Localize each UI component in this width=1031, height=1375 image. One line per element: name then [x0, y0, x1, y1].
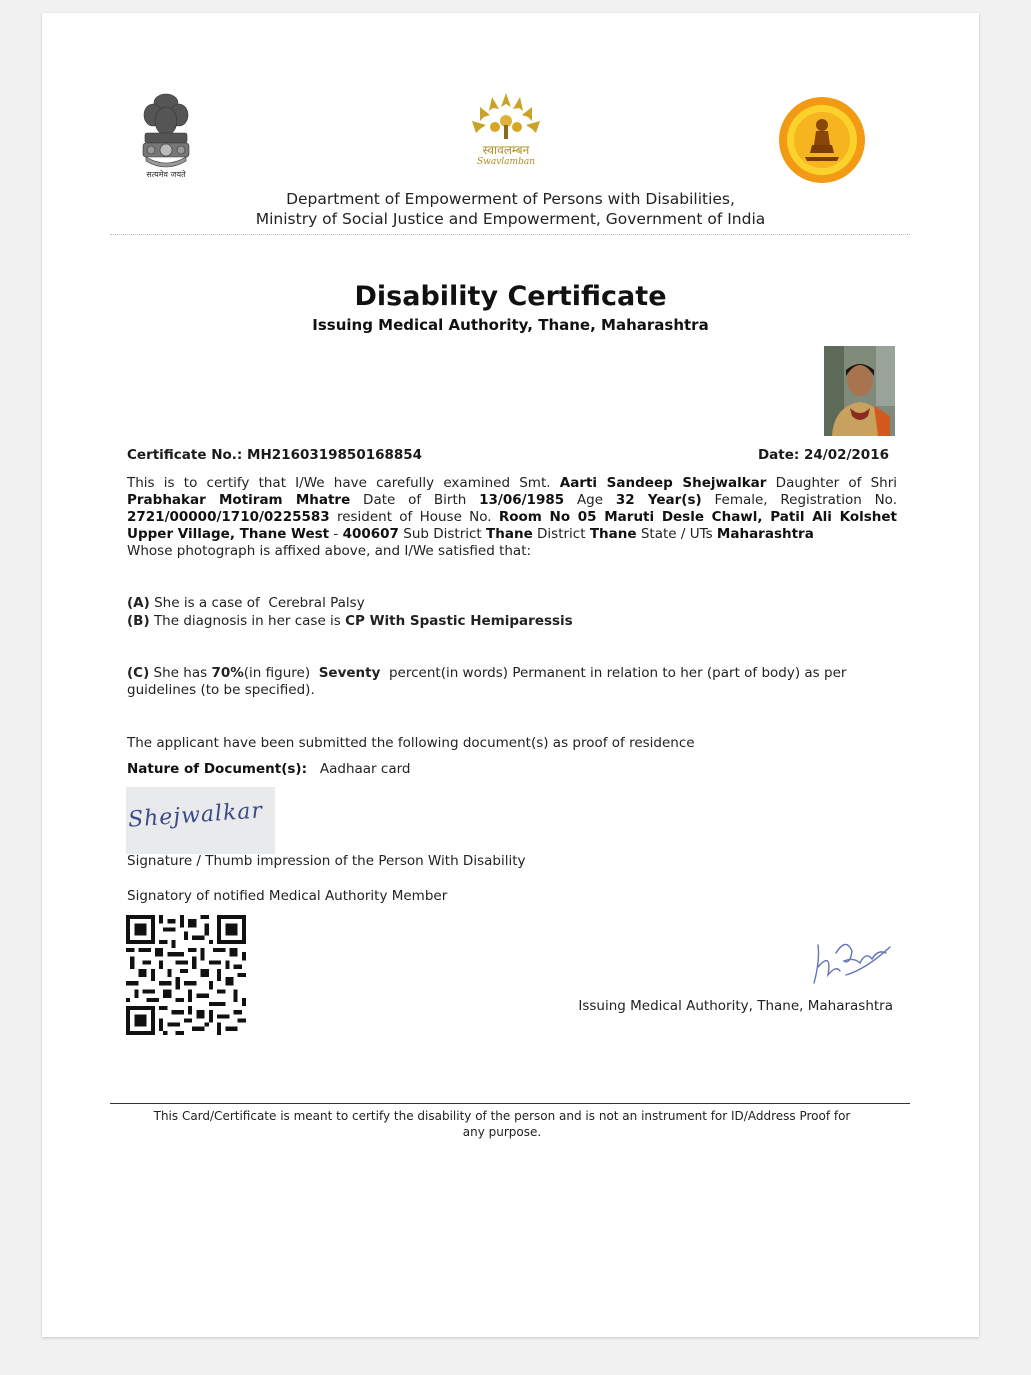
intro-text: This is to certify that I/We have carefully examined Smt. [127, 475, 551, 491]
finding-a-value: Cerebral Palsy [268, 595, 365, 611]
dob-label: Date of Birth [363, 492, 467, 508]
authority-caption: Issuing Medical Authority, Thane, Maharashtra [578, 998, 893, 1014]
finding-c-text1: She has [153, 665, 208, 681]
applicant-photo [824, 346, 895, 436]
photo-affixed-text: Whose photograph is affixed above, and I/We satisfied that: [127, 543, 532, 559]
district-value: Thane [589, 526, 637, 542]
authority-signature-image [806, 931, 896, 991]
qr-code-icon [126, 915, 246, 1035]
department-line-1: Department of Empowerment of Persons with Disabilities, [286, 190, 735, 208]
certificate-number-value: MH2160319850168854 [247, 447, 423, 463]
certificate-title: Disability Certificate [354, 281, 667, 312]
gender-registration-text: Female, Registration No. [714, 492, 897, 508]
footer-divider [110, 1103, 910, 1104]
department-line-2: Ministry of Social Justice and Empowerment, Government of India [255, 210, 766, 228]
department-heading [42, 189, 979, 229]
age-value: 32 Year(s) [615, 492, 702, 508]
age-label: Age [576, 492, 604, 508]
relation-text: Daughter of Shri [775, 475, 898, 491]
maharashtra-seal-icon [777, 95, 867, 185]
resident-label: resident of House No. [336, 509, 492, 525]
certificate-page [42, 13, 979, 1337]
finding-c-text2: (in figure) [243, 665, 311, 681]
disability-percent: 70% [211, 665, 244, 681]
state-label: State / UTs [640, 526, 713, 542]
applicant-name: Aarti Sandeep Shejwalkar [559, 475, 767, 491]
nature-of-document-value: Aadhaar card [319, 761, 411, 777]
person-signature-caption: Signature / Thumb impression of the Person With Disability [127, 853, 526, 869]
parent-name: Prabhakar Motiram Mhatre [127, 492, 351, 508]
signatory-caption: Signatory of notified Medical Authority Member [127, 888, 448, 904]
state-value: Maharashtra [716, 526, 814, 542]
registration-number: 2721/00000/1710/0225583 [127, 509, 330, 525]
certificate-subtitle: Issuing Medical Authority, Thane, Maharashtra [312, 316, 709, 334]
certificate-number-label: Certificate No.: [127, 447, 243, 463]
subdistrict-label: Sub District [403, 526, 482, 542]
district-label: District [537, 526, 586, 542]
certificate-date [758, 447, 889, 463]
certificate-number [127, 447, 422, 463]
nature-of-document-label: Nature of Document(s): [127, 761, 307, 777]
finding-b-label: (B) [127, 613, 150, 629]
dob-value: 13/06/1985 [479, 492, 565, 508]
finding-a-label: (A) [127, 595, 150, 611]
footer-disclaimer: This Card/Certificate is meant to certify the disability of the person and is not an instrument for ID/Address Proof for any purpose. [153, 1109, 851, 1139]
finding-c-label: (C) [127, 665, 150, 681]
certification-paragraph [127, 475, 897, 560]
residence-statement: The applicant have been submitted the following document(s) as proof of residence [127, 735, 695, 751]
finding-c-text3: percent(in words) Permanent in relation to her (part of body) as per guidelines (to be specified). [127, 665, 847, 698]
subdistrict-value: Thane [486, 526, 533, 542]
person-signature-image [126, 787, 275, 854]
finding-b-text: The diagnosis in her case is [153, 613, 341, 629]
nature-of-document [127, 761, 410, 777]
finding-a-text: She is a case of [154, 595, 260, 611]
swavlamban-latin: Swavlamban [476, 157, 536, 167]
header-divider [110, 234, 910, 235]
address-value: Room No 05 Maruti Desle Chawl, Patil Ali Kolshet Upper Village, Thane West [127, 509, 897, 542]
finding-b [127, 613, 897, 631]
swavlamban-devanagari: स्वावलम्बन [482, 143, 530, 157]
certificate-date-value: 24/02/2016 [803, 447, 889, 463]
person-signature-text: Shejwalkar [127, 798, 264, 833]
finding-c [127, 665, 907, 699]
emblem-motto: सत्यमेव जयते [146, 170, 186, 179]
pin-separator: - [329, 526, 343, 542]
certificate-date-label: Date: [757, 447, 800, 463]
finding-a [127, 595, 897, 613]
pin-value: 400607 [342, 526, 399, 542]
disability-percent-words: Seventy [318, 665, 381, 681]
finding-b-value: CP With Spastic Hemiparessis [345, 613, 573, 629]
